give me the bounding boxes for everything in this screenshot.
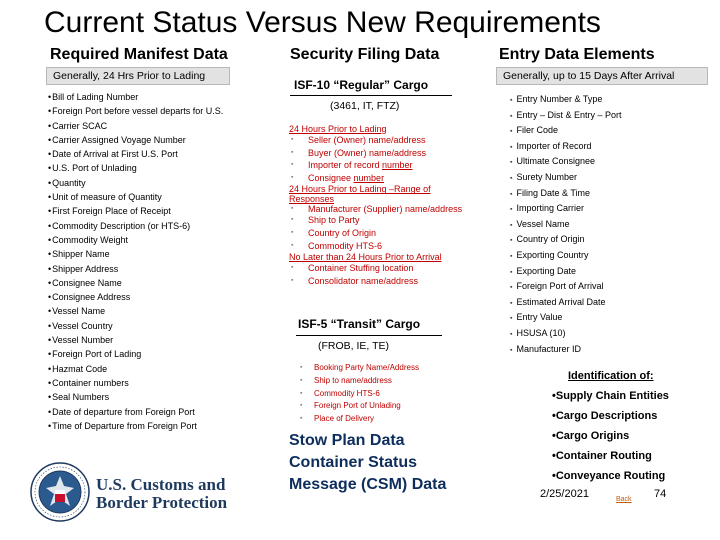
isf10-item-text: Consignee	[308, 172, 354, 183]
isf5-item: ▪ Ship to name/address	[300, 375, 419, 388]
manifest-heading: Required Manifest Data	[50, 46, 228, 63]
isf10-group-header: 24 Hours Prior to Lading	[289, 124, 387, 134]
manifest-item: • Commodity Description (or HTS-6)	[48, 219, 223, 233]
manifest-item: • Shipper Name	[48, 247, 223, 261]
identification-item: • Container Routing	[552, 446, 669, 466]
entry-subheading: Generally, up to 15 Days After Arrival	[496, 67, 708, 85]
isf5-rule	[296, 335, 442, 336]
manifest-item: • First Foreign Place of Receipt	[48, 204, 223, 218]
manifest-item: • Hazmat Code	[48, 362, 223, 376]
entry-item: ▪ Estimated Arrival Date	[510, 295, 622, 311]
isf5-subtitle: (FROB, IE, TE)	[318, 340, 389, 352]
isf10-subtitle: (3461, IT, FTZ)	[330, 100, 400, 112]
identification-list	[552, 386, 669, 486]
entry-item: ▪ HSUSA (10)	[510, 326, 622, 342]
page-title: Current Status Versus New Requirements	[44, 6, 601, 39]
footer-date: 2/25/2021	[540, 488, 589, 500]
isf10-item	[289, 159, 475, 172]
identification-item: • Conveyance Routing	[552, 466, 669, 486]
manifest-item: • Commodity Weight	[48, 233, 223, 247]
entry-item: ▪ Filing Date & Time	[510, 186, 622, 202]
isf5-list	[300, 362, 419, 426]
manifest-item: • Consignee Name	[48, 276, 223, 290]
entry-item: ▪ Manufacturer ID	[510, 342, 622, 358]
manifest-item: • Unit of measure of Quantity	[48, 190, 223, 204]
entry-heading: Entry Data Elements	[499, 46, 655, 63]
isf5-item: ▪ Foreign Port of Unlading	[300, 400, 419, 413]
isf10-group-header: 24 Hours Prior to Lading –Range of Responses	[289, 184, 431, 205]
entry-item: ▪ Entry Number & Type	[510, 92, 622, 108]
isf10-item: ▪ Country of Origin	[289, 227, 475, 240]
entry-item: ▪ Exporting Country	[510, 248, 622, 264]
isf10-list	[289, 124, 475, 287]
manifest-item: • Time of Departure from Foreign Port	[48, 419, 223, 433]
entry-item: ▪ Importer of Record	[510, 139, 622, 155]
isf10-rule	[290, 95, 452, 96]
manifest-subheading: Generally, 24 Hrs Prior to Lading	[46, 67, 230, 85]
manifest-item: • Vessel Name	[48, 304, 223, 318]
entry-list	[510, 92, 622, 357]
manifest-item: • Consignee Address	[48, 290, 223, 304]
manifest-item: • U.S. Port of Unlading	[48, 161, 223, 175]
isf5-item: ▪ Booking Party Name/Address	[300, 362, 419, 375]
isf10-item: ▪ Buyer (Owner) name/address	[289, 147, 475, 160]
entry-item: ▪ Ultimate Consignee	[510, 154, 622, 170]
entry-item: ▪ Vessel Name	[510, 217, 622, 233]
isf10-item: ▪ Ship to Party	[289, 214, 475, 227]
manifest-item: • Foreign Port before vessel departs for U.S.	[48, 104, 223, 118]
manifest-item: • Carrier SCAC	[48, 119, 223, 133]
manifest-item: • Shipper Address	[48, 262, 223, 276]
isf10-item: ▪ Container Stuffing location	[289, 262, 475, 275]
agency-name	[96, 476, 227, 512]
dhs-seal-icon	[30, 462, 90, 522]
isf10-item-text: Importer of record	[308, 160, 383, 171]
isf10-item-emphasis: number	[353, 172, 385, 183]
entry-item: ▪ Entry Value	[510, 310, 622, 326]
manifest-item: • Bill of Lading Number	[48, 90, 223, 104]
page-number: 74	[654, 488, 667, 500]
identification-item: • Cargo Descriptions	[552, 406, 669, 426]
identification-item: • Supply Chain Entities	[552, 386, 669, 406]
isf10-item	[289, 172, 475, 185]
manifest-item: • Vessel Country	[48, 319, 223, 333]
isf10-item: ▪ Seller (Owner) name/address	[289, 134, 475, 147]
manifest-item: • Vessel Number	[48, 333, 223, 347]
security-heading: Security Filing Data	[290, 46, 440, 63]
entry-item: ▪ Country of Origin	[510, 232, 622, 248]
manifest-item: • Seal Numbers	[48, 390, 223, 404]
entry-item: ▪ Exporting Date	[510, 264, 622, 280]
back-link[interactable]: Back	[616, 496, 632, 503]
cbp-logo	[30, 462, 242, 522]
isf10-title: ISF-10 “Regular” Cargo	[294, 78, 429, 92]
manifest-list	[48, 90, 223, 433]
isf10-item-emphasis: number	[382, 160, 413, 171]
entry-item: ▪ Importing Carrier	[510, 201, 622, 217]
manifest-item: • Date of Arrival at First U.S. Port	[48, 147, 223, 161]
isf10-item: ▪ Commodity HTS-6	[289, 240, 475, 253]
entry-item: ▪ Entry – Dist & Entry – Port	[510, 108, 622, 124]
manifest-item: • Date of departure from Foreign Port	[48, 405, 223, 419]
isf5-title: ISF-5 “Transit” Cargo	[298, 317, 421, 331]
identification-item: • Cargo Origins	[552, 426, 669, 446]
manifest-item: • Carrier Assigned Voyage Number	[48, 133, 223, 147]
agency-line-1: U.S. Customs and	[96, 475, 226, 494]
isf5-item: ▪ Commodity HTS-6	[300, 388, 419, 401]
isf10-item: ▪ Manufacturer (Supplier) name/address	[289, 204, 475, 214]
stow-plan-text: Stow Plan Data Container Status Message (CSM) Data	[289, 432, 447, 493]
manifest-item: • Quantity	[48, 176, 223, 190]
isf10-group-header: No Later than 24 Hours Prior to Arrival	[289, 252, 442, 263]
manifest-item: • Foreign Port of Lading	[48, 347, 223, 361]
entry-item: ▪ Surety Number	[510, 170, 622, 186]
isf10-item: ▪ Consolidator name/address	[289, 275, 475, 288]
identification-heading: Identification of:	[568, 370, 654, 382]
entry-item: ▪ Filer Code	[510, 123, 622, 139]
entry-item: ▪ Foreign Port of Arrival	[510, 279, 622, 295]
agency-line-2: Border Protection	[96, 493, 228, 512]
manifest-item: • Container numbers	[48, 376, 223, 390]
isf5-item: ▪ Place of Delivery	[300, 413, 419, 426]
